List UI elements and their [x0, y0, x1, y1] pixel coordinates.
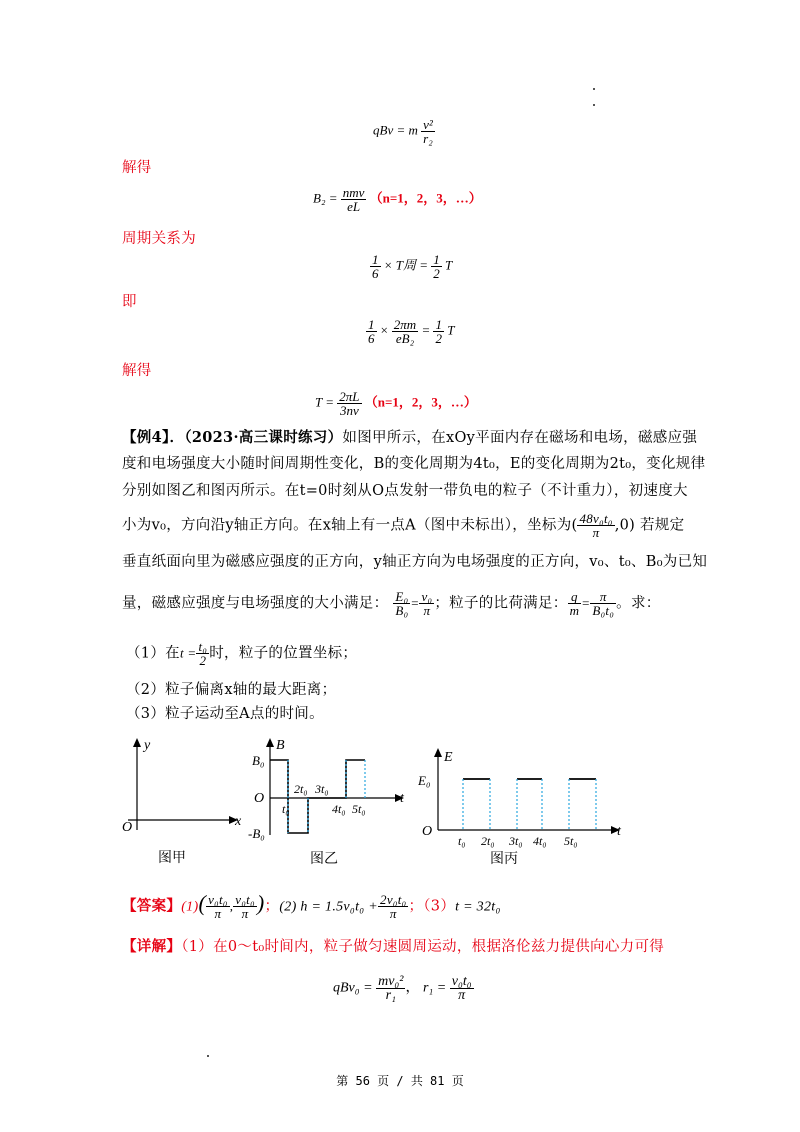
tick-t0: t₀: [282, 802, 290, 816]
tick-t0: t₀: [458, 834, 466, 848]
tick-4t0: 4t₀: [332, 802, 346, 816]
page-footer: 第 56 页 / 共 81 页: [336, 1074, 464, 1088]
question-3: （3）粒子运动至A点的时间。: [126, 706, 324, 722]
example-line-4: 小为v₀，方向沿y轴正方向。在x轴上有一点A（图中未标出），坐标为( $\frac{\text{48v₀t₀}}{\pi}$ ,0) 若规定: [122, 511, 685, 540]
tick-4t0: 4t₀: [533, 834, 547, 848]
e-arrow-icon: [434, 748, 442, 757]
dashed-guides: [463, 779, 596, 830]
speck: [593, 88, 595, 90]
answer-line: 【答案】(1)( $\frac{\text{v₀t₀}}{\pi}$ , $\frac{\text{v₀t₀}}{\pi}$ )；(2) h = 1.5v₀t₀ + $\frac{\text{2v₀t₀}}{\pi}$ ；（3）t = 32t₀: [122, 890, 501, 921]
x-label: x: [235, 814, 242, 829]
question-1: （1）在t = $\frac{\text{t₀}}{2}$ 时，粒子的位置坐标；: [126, 639, 358, 668]
speck: [593, 104, 595, 106]
equation-3: $\frac{1}{6}$ × T周 = $\frac{1}{2}$ T: [372, 252, 453, 281]
question-2: （2）粒子偏离x轴的最大距离；: [126, 682, 337, 698]
example-line-1: 【例4】．（2023·高三课时练习）如图甲所示，在xOy平面内存在磁场和电场，磁感应强: [122, 429, 698, 446]
y-arrow-icon: [133, 738, 141, 747]
e0-label: E₀: [418, 773, 431, 788]
equation-2: B₂ = $\frac{\text{nmv}}{eL}$ （n=1，2，3，…）: [313, 185, 482, 214]
figure-yi: [248, 735, 413, 870]
tick-5t0: 5t₀: [352, 802, 366, 816]
b-waveform: [270, 760, 365, 833]
label-jiede-2: 解得: [122, 363, 152, 379]
tick-3t0: 3t₀: [315, 782, 329, 796]
origin-label: O: [254, 791, 265, 806]
b-arrow-icon: [266, 738, 274, 747]
caption-jia: 图甲: [158, 850, 186, 866]
b0-label: B₀: [252, 753, 265, 768]
tick-2t0: 2t₀: [481, 834, 495, 848]
tick-5t0: 5t₀: [564, 834, 578, 848]
equation-5: T = $\frac{2\pi L}{3nv}$ （n=1，2，3，…）: [315, 389, 477, 418]
e-label: E: [444, 750, 453, 765]
tick-3t0: 3t₀: [509, 834, 523, 848]
equation-1: qBv = m $\frac{\text{v²}}{\text{r₂}}$: [373, 117, 433, 146]
example-line-2: 度和电场强度大小随时间周期性变化，B的变化周期为4t₀，E的变化周期为2t₀，变化规律: [122, 456, 706, 472]
tick-2t0: 2t₀: [294, 782, 308, 796]
neg-b0-label: -B₀: [248, 826, 265, 841]
equation-4: $\frac{1}{6}$ × $\frac{2\pi m}{\text{eB₂}}$ = $\frac{1}{2}$ T: [368, 317, 455, 346]
example-line-5: 垂直纸面向里为磁感应强度的正方向，y轴正方向为电场强度的正方向，v₀、t₀、B₀为已知: [122, 554, 708, 570]
origin-label: O: [122, 820, 133, 835]
speck: [207, 1055, 209, 1057]
caption-yi: 图乙: [310, 851, 338, 867]
label-ji: 即: [122, 294, 137, 310]
t-label: t: [617, 824, 621, 839]
dashed-guides: [288, 760, 365, 833]
figure-bing: [418, 745, 633, 870]
origin-label: O: [422, 824, 433, 839]
example-line-6: 量，磁感应强度与电场强度的大小满足： $\frac{\text{E₀}}{\text{B₀}}$ = $\frac{\text{v₀}}{\pi}$ ；粒子的比荷满足： $\frac{q}{m}$ = $\frac{\pi}{\text{B₀t₀}}$ 。求：: [122, 589, 661, 618]
label-jiede: 解得: [122, 160, 152, 176]
y-label: y: [144, 738, 151, 753]
example-line-3: 分别如图乙和图丙所示。在t=0时刻从O点发射一带负电的粒子（不计重力），初速度大: [122, 483, 688, 499]
equation-6: qBv₀ = $\frac{\text{mv₀²}}{\text{r₁}}$ ， r₁ = $\frac{\text{v₀t₀}}{\pi}$: [333, 974, 472, 1003]
figure-jia: [120, 735, 250, 870]
t-label: t: [400, 791, 404, 806]
b-label: B: [276, 738, 285, 753]
label-period: 周期关系为: [122, 231, 196, 247]
caption-bing: 图丙: [490, 851, 518, 867]
detail-line: 【详解】（1）在0～t₀时间内，粒子做匀速圆周运动，根据洛伦兹力提供向心力可得: [122, 938, 665, 955]
